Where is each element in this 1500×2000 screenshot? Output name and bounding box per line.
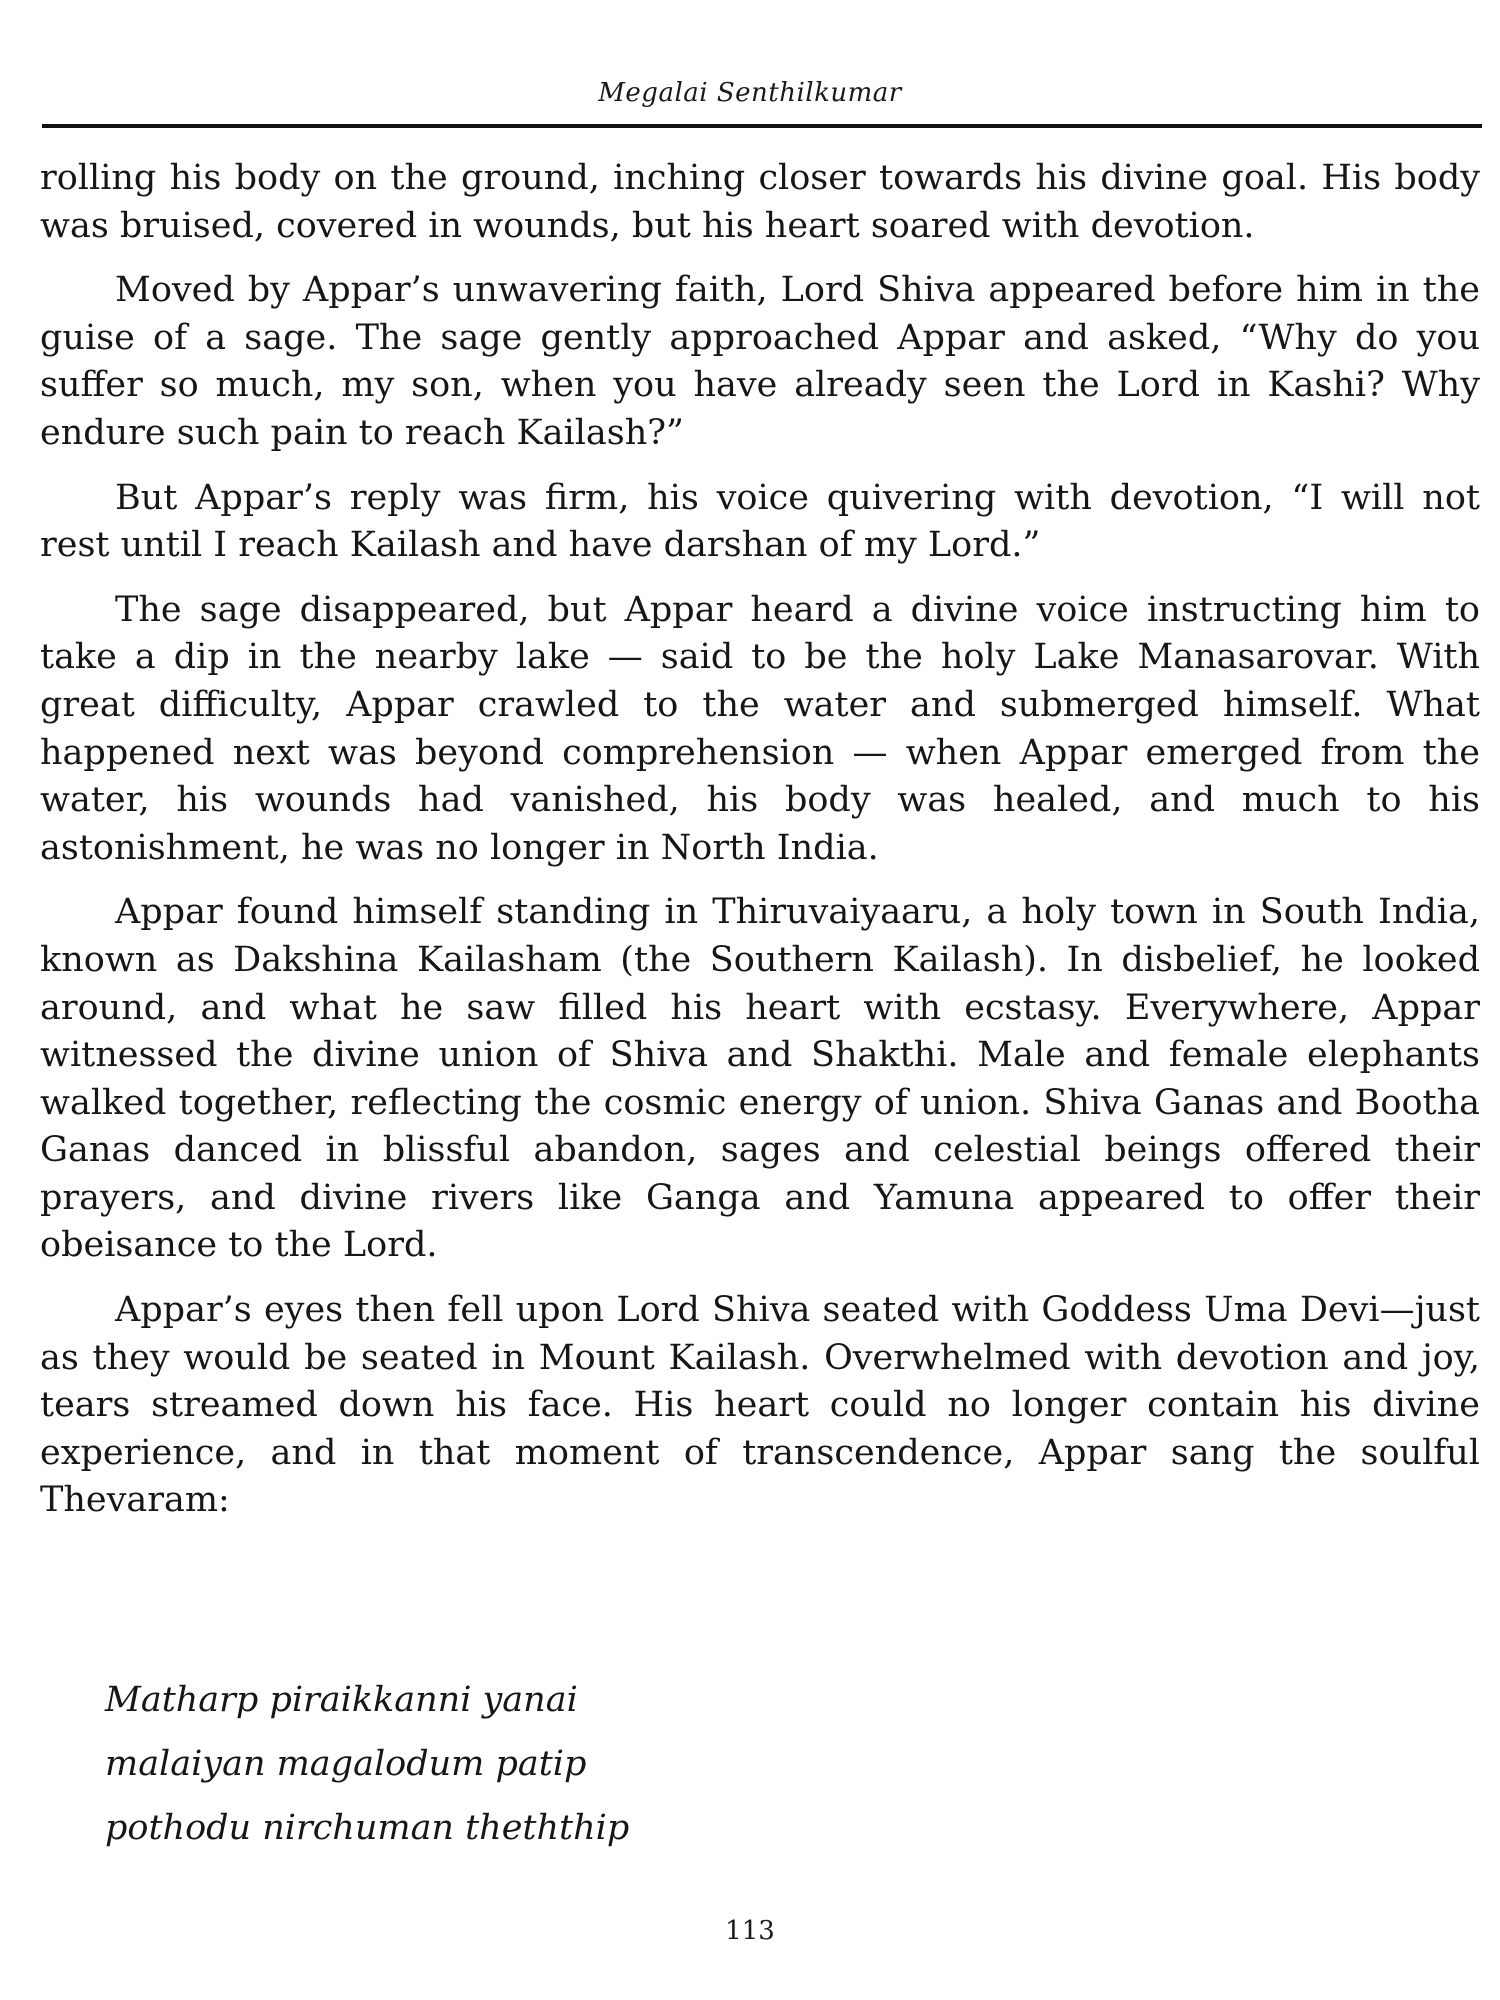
header-rule	[42, 124, 1482, 128]
paragraph-continuation: rolling his body on the ground, inching closer towards his divine goal. His body was bruised, covered in wounds, but his heart soared with devotion.	[40, 158, 1480, 246]
verse-line: pothodu nirchuman theththip	[105, 1808, 630, 1848]
thevaram-verse	[105, 1668, 629, 1860]
running-header: Megalai Senthilkumar	[598, 78, 902, 108]
verse-line: Matharp piraikkanni yanai	[105, 1680, 578, 1720]
paragraph-lake-manasarovar: The sage disappeared, but Appar heard a divine voice instructing him to take a dip in the nearby lake — said to be the holy Lake Manasarovar. With great difficulty, Appar crawled to the water and submerged himself. What happened next was beyond comprehension — when Appar emerged from the water, his wounds had vanished, his body was healed, and much to his astonishment, he was no longer in North India.	[40, 589, 1480, 868]
paragraph-thiruvaiyaaru: Appar found himself standing in Thiruvaiyaaru, a holy town in South India, known as Dakshina Kailasham (the Southern Kailash). In disbelief, he looked around, and what he saw filled his heart with ecstasy. Everywhere, Appar witnessed the divine union of Shiva and Shakthi. Male and female elephants walked together, reflecting the cosmic energy of union. Shiva Ganas and Bootha Ganas danced in blissful abandon, sages and celestial beings offered their prayers, and divine rivers like Ganga and Yamuna appeared to offer their obeisance to the Lord.	[40, 892, 1480, 1266]
paragraph-thevaram-intro: Appar’s eyes then fell upon Lord Shiva seated with Goddess Uma Devi—just as they would be seated in Mount Kailash. Overwhelmed with devotion and joy, tears streamed down his face. His heart could no longer contain his divine experience, and in that moment of transcendence, Appar sang the soulful Thevaram:	[40, 1290, 1480, 1521]
paragraph-shiva-appears: Moved by Appar’s unwavering faith, Lord Shiva appeared before him in the guise of a sage. The sage gently approached Appar and asked, “Why do you suffer so much, my son, when you have already seen the Lord in Kashi? Why endure such pain to reach Kailash?”	[40, 270, 1480, 453]
paragraph-appar-reply: But Appar’s reply was firm, his voice quivering with devotion, “I will not rest until I reach Kailash and have darshan of my Lord.”	[40, 477, 1480, 566]
verse-line: malaiyan magalodum patip	[105, 1744, 587, 1784]
page-number: 113	[725, 1916, 775, 1946]
body-text	[40, 155, 1480, 1525]
